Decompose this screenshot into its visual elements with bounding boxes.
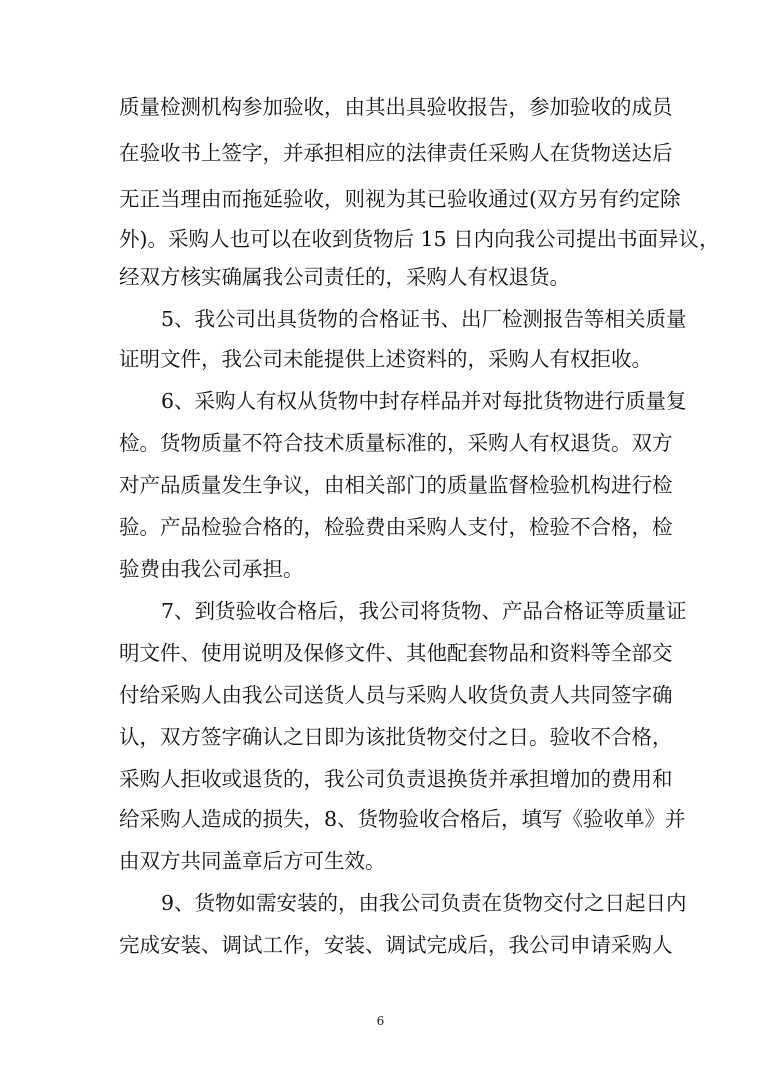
text-line: 明文件、使用说明及保修文件、其他配套物品和资料等全部交 (119, 641, 673, 665)
text-line: 外)。采购人也可以在收到货物后 15 日内向我公司提出书面异议， (119, 227, 720, 251)
text-line: 在验收书上签字，并承担相应的法律责任采购人在货物送达后 (119, 141, 673, 165)
text-line: 给采购人造成的损失，8、货物验收合格后，填写《验收单》并 (119, 807, 686, 831)
paragraph-item-6: 6、采购人有权从货物中封存样品并对每批货物进行质量复 (161, 389, 687, 413)
page-number: 6 (376, 1014, 385, 1028)
text-line: 检。货物质量不符合技术质量标准的，采购人有权退货。双方 (119, 431, 673, 455)
text-line: 验费由我公司承担。 (119, 557, 304, 581)
paragraph-item-7: 7、到货验收合格后，我公司将货物、产品合格证等质量证 (161, 599, 687, 623)
text-line: 付给采购人由我公司送货人员与采购人收货负责人共同签字确 (119, 683, 673, 707)
paragraph-item-5: 5、我公司出具货物的合格证书、出厂检测报告等相关质量 (161, 307, 687, 331)
text-line: 对产品质量发生争议，由相关部门的质量监督检验机构进行检 (119, 473, 673, 497)
text-line: 认，双方签字确认之日即为该批货物交付之日。验收不合格， (119, 725, 673, 749)
text-line: 由双方共同盖章后方可生效。 (119, 849, 386, 873)
text-line: 完成安装、调试工作，安装、调试完成后，我公司申请采购人 (119, 933, 673, 957)
text-line: 无正当理由而拖延验收，则视为其已验收通过(双方另有约定除 (119, 187, 681, 211)
text-line: 经双方核实确属我公司责任的，采购人有权退货。 (119, 265, 570, 289)
text-line: 采购人拒收或退货的，我公司负责退换货并承担增加的费用和 (119, 767, 673, 791)
text-line: 证明文件，我公司未能提供上述资料的，采购人有权拒收。 (119, 347, 652, 371)
text-line: 质量检测机构参加验收，由其出具验收报告，参加验收的成员 (119, 95, 673, 119)
text-line: 验。产品检验合格的，检验费由采购人支付，检验不合格，检 (119, 515, 673, 539)
paragraph-item-9: 9、货物如需安装的，由我公司负责在货物交付之日起日内 (161, 891, 687, 915)
